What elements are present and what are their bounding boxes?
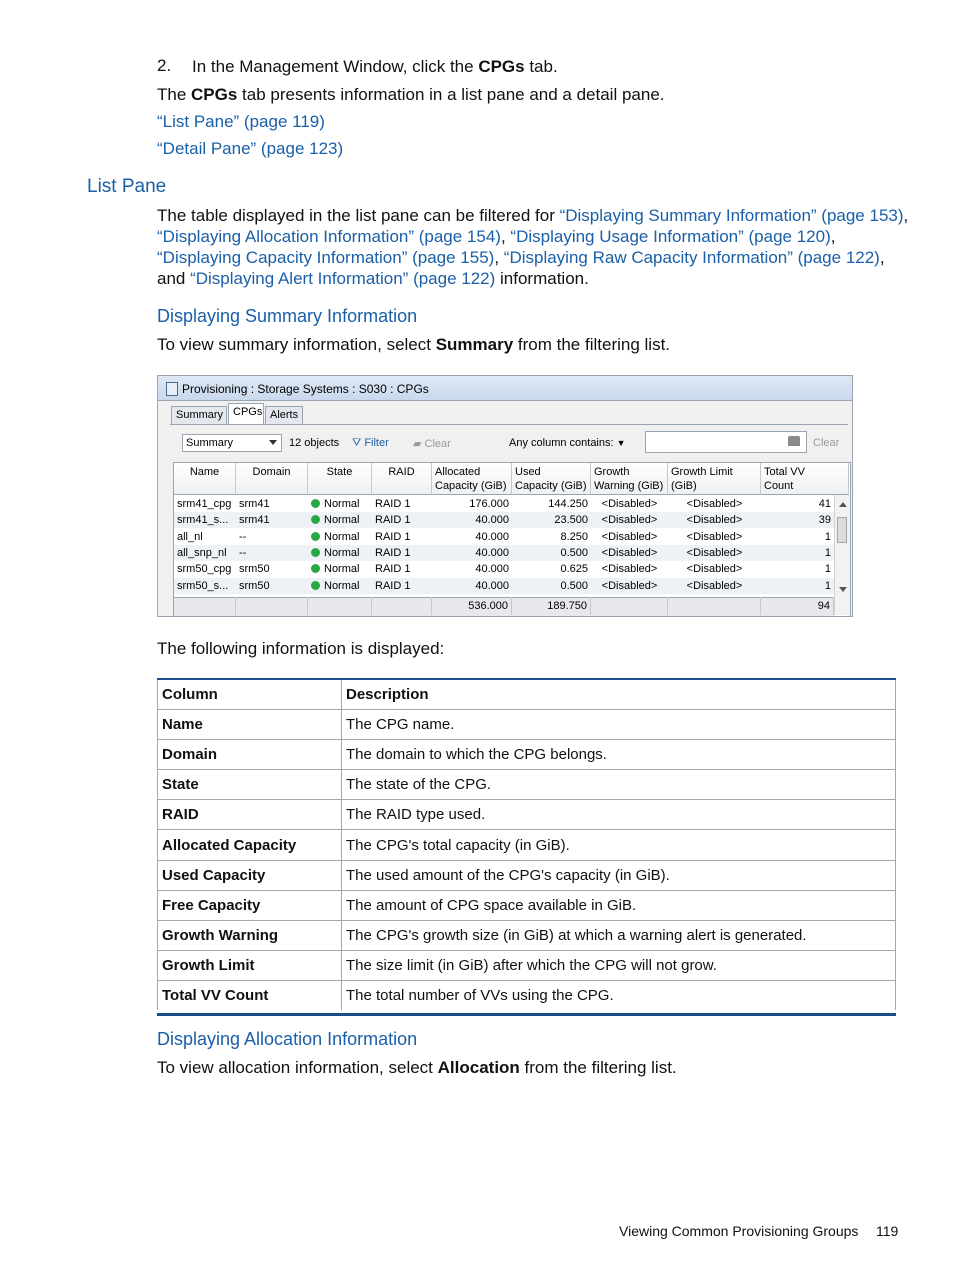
table-cell[interactable] <box>372 561 432 577</box>
cell-value: Normal <box>324 530 360 543</box>
table-cell[interactable] <box>372 578 432 594</box>
column-header-label: Used <box>515 466 541 478</box>
cell-value: <Disabled> <box>686 579 743 592</box>
chevron-down-icon <box>269 440 277 445</box>
column-name-cell: Used Capacity <box>162 866 266 884</box>
table-cell[interactable] <box>236 529 308 545</box>
table-cell[interactable] <box>372 545 432 561</box>
description-cell: The size limit (in GiB) after which the CPG will not grow. <box>346 956 717 974</box>
cell-value: 1 <box>824 563 831 576</box>
table-cell[interactable] <box>761 529 834 545</box>
step-text: In the Management Window, click the CPGs tab. <box>192 57 558 76</box>
page-number: 119 <box>876 1223 899 1239</box>
allocation-paragraph: To view allocation information, select Allocation from the filtering list. <box>157 1058 677 1077</box>
cell-value: srm50_cpg <box>177 563 232 576</box>
table-cell[interactable] <box>668 578 761 594</box>
clear-search-button[interactable]: Clear <box>813 437 840 449</box>
cell-value: Normal <box>324 514 360 527</box>
table-cell[interactable] <box>761 561 834 577</box>
column-header-4[interactable] <box>432 463 512 495</box>
table-cell[interactable] <box>432 578 512 594</box>
cell-value: 40.000 <box>475 579 509 592</box>
column-header-label: Growth Limit <box>671 466 733 478</box>
link-detail-pane[interactable]: “Detail Pane” (page 123) <box>157 139 344 158</box>
table-cell[interactable] <box>761 512 834 528</box>
table-cell[interactable] <box>432 496 512 512</box>
tab-alerts[interactable]: Alerts <box>265 406 303 424</box>
link-raw-capacity-info[interactable]: “Displaying Raw Capacity Information” (page 122) <box>503 248 880 267</box>
vertical-scrollbar[interactable] <box>834 495 850 615</box>
total-cell <box>591 597 668 615</box>
total-cell <box>236 597 308 615</box>
table-cell[interactable] <box>512 512 591 528</box>
link-alert-info[interactable]: “Displaying Alert Information” (page 122) <box>190 269 496 288</box>
table-cell[interactable] <box>372 512 432 528</box>
table-cell[interactable] <box>174 529 236 545</box>
table-cell[interactable] <box>668 496 761 512</box>
any-column-label: Any column contains: ▼ <box>509 437 626 449</box>
cell-value: 40.000 <box>475 530 509 543</box>
cell-value: Normal <box>324 579 360 592</box>
cell-value: 176.000 <box>469 498 509 510</box>
step-number: 2. <box>157 56 172 75</box>
total-cell <box>668 597 761 615</box>
window-title: Provisioning : Storage Systems : S030 : CPGs <box>182 382 429 396</box>
column-header-5[interactable] <box>512 463 591 495</box>
table-cell[interactable] <box>174 496 236 512</box>
table-cell[interactable] <box>432 529 512 545</box>
cell-value: srm50 <box>239 579 270 592</box>
cell-value: 39 <box>818 514 831 527</box>
total-cell <box>174 597 236 615</box>
column-description-table <box>157 678 896 1016</box>
table-row <box>157 770 896 800</box>
cell-value: 1 <box>824 546 831 559</box>
table-row <box>157 740 896 770</box>
column-header-2[interactable] <box>308 463 372 495</box>
description-cell: The CPG's growth size (in GiB) at which a warning alert is generated. <box>346 926 807 944</box>
cell-value: srm41_cpg <box>177 498 232 510</box>
filter-paragraph-line1: The table displayed in the list pane can be filtered for “Displaying Summary Information” (page 153), <box>157 206 909 225</box>
column-header-7[interactable] <box>668 463 761 495</box>
search-input[interactable] <box>645 431 807 453</box>
scroll-thumb[interactable] <box>837 517 847 543</box>
table-cell[interactable] <box>174 545 236 561</box>
cell-value: RAID 1 <box>375 514 411 527</box>
column-name-cell: Name <box>162 716 203 734</box>
cell-value: srm41 <box>239 514 270 527</box>
table-cell[interactable] <box>512 545 591 561</box>
table-cell[interactable] <box>236 496 308 512</box>
cell-value: 0.500 <box>560 546 588 559</box>
cell-value: <Disabled> <box>601 498 658 510</box>
cell-value: -- <box>239 530 247 543</box>
link-capacity-info[interactable]: “Displaying Capacity Information” (page 155) <box>157 248 495 267</box>
status-normal-icon <box>311 581 320 590</box>
filter-icon: ⛛ <box>352 437 362 449</box>
description-cell: The CPG's total capacity (in GiB). <box>346 836 570 854</box>
objects-count: 12 objects <box>289 437 340 449</box>
cell-value: all_nl <box>177 530 203 543</box>
cell-value: 0.500 <box>560 579 588 592</box>
column-header-label: Domain <box>252 466 291 478</box>
cell-value: RAID 1 <box>375 530 411 543</box>
cell-value: 144.250 <box>548 498 588 510</box>
filter-paragraph-line3: “Displaying Capacity Information” (page 155), “Displaying Raw Capacity Information” (page 122), <box>157 248 885 267</box>
table-cell[interactable] <box>174 512 236 528</box>
cell-value: 40.000 <box>475 546 509 559</box>
table-row <box>157 951 896 981</box>
intro-paragraph: The CPGs tab presents information in a list pane and a detail pane. <box>157 85 665 104</box>
table-row <box>157 921 896 951</box>
tab-summary[interactable]: Summary <box>171 406 227 424</box>
table-cell[interactable] <box>432 545 512 561</box>
total-cell: 189.750 <box>512 597 591 615</box>
description-cell: The domain to which the CPG belongs. <box>346 746 607 764</box>
table-cell[interactable] <box>308 578 372 594</box>
link-allocation-info[interactable]: “Displaying Allocation Information” (page 154) <box>157 227 501 246</box>
table-cell[interactable] <box>591 512 668 528</box>
scroll-up-icon[interactable] <box>839 502 847 507</box>
filter-paragraph-line2: “Displaying Allocation Information” (page 154), “Displaying Usage Information” (page 120), <box>157 227 836 246</box>
description-cell: Description <box>346 686 429 703</box>
table-row <box>157 710 896 740</box>
column-header-8[interactable] <box>761 463 849 495</box>
cell-value: <Disabled> <box>686 563 743 576</box>
cell-value: <Disabled> <box>601 530 658 543</box>
table-cell[interactable] <box>668 512 761 528</box>
table-row <box>157 831 896 861</box>
total-cell: 94 <box>761 597 834 615</box>
column-header-0[interactable] <box>174 463 236 495</box>
link-summary-info[interactable]: “Displaying Summary Information” (page 153) <box>559 206 904 225</box>
scroll-down-icon[interactable] <box>839 587 847 592</box>
dropdown-arrow-icon[interactable]: ▼ <box>616 438 626 448</box>
subheading-allocation: Displaying Allocation Information <box>157 1029 418 1049</box>
table-row <box>157 981 896 1011</box>
cell-value: 41 <box>818 498 831 510</box>
total-cell <box>308 597 372 615</box>
cell-value: 0.625 <box>560 563 588 576</box>
following-text: The following information is displayed: <box>157 639 445 658</box>
table-cell[interactable] <box>668 545 761 561</box>
cell-value: -- <box>239 546 247 559</box>
cell-value: <Disabled> <box>686 530 743 543</box>
cell-value: srm41_s... <box>177 514 229 527</box>
cell-value: 40.000 <box>475 563 509 576</box>
column-header-label: Growth <box>594 466 630 478</box>
table-cell[interactable] <box>512 561 591 577</box>
table-cell[interactable] <box>236 512 308 528</box>
table-cell[interactable] <box>174 561 236 577</box>
table-cell[interactable] <box>668 561 761 577</box>
column-name-cell: RAID <box>162 806 199 824</box>
status-normal-icon <box>311 499 320 508</box>
cell-value: srm41 <box>239 498 270 510</box>
cell-value: 1 <box>824 579 831 592</box>
column-header-label: Name <box>189 466 220 478</box>
column-name-cell: Total VV Count <box>162 987 269 1004</box>
table-cell[interactable] <box>236 545 308 561</box>
table-row <box>157 800 896 830</box>
link-list-pane[interactable]: “List Pane” (page 119) <box>157 112 325 131</box>
cell-value: Normal <box>324 563 360 576</box>
cell-value: srm50 <box>239 563 270 576</box>
table-cell[interactable] <box>512 529 591 545</box>
column-header-sublabel: Count <box>764 480 794 492</box>
cell-value: <Disabled> <box>686 498 743 510</box>
cell-value: all_snp_nl <box>177 546 227 559</box>
column-header-6[interactable] <box>591 463 668 495</box>
filter-button[interactable]: ⛛ Filter <box>352 437 389 449</box>
table-cell[interactable] <box>372 529 432 545</box>
cpgs-screenshot <box>157 375 853 617</box>
cell-value: <Disabled> <box>686 546 743 559</box>
column-header-label: RAID <box>388 466 415 478</box>
cpg-table <box>173 462 851 617</box>
storage-icon <box>166 382 178 396</box>
table-cell[interactable] <box>591 561 668 577</box>
cell-value: RAID 1 <box>375 498 411 510</box>
table-cell[interactable] <box>591 496 668 512</box>
column-name-cell: Free Capacity <box>162 896 261 914</box>
status-normal-icon <box>311 548 320 557</box>
column-header-sublabel: (GiB) <box>671 480 697 492</box>
table-cell[interactable] <box>308 496 372 512</box>
description-cell: The used amount of the CPG's capacity (in GiB). <box>346 866 670 884</box>
window-titlebar <box>158 376 852 401</box>
table-cell[interactable] <box>308 545 372 561</box>
cell-value: RAID 1 <box>375 563 411 576</box>
cell-value: <Disabled> <box>601 546 658 559</box>
table-cell[interactable] <box>308 512 372 528</box>
footer-title: Viewing Common Provisioning Groups <box>619 1223 859 1239</box>
cell-value: <Disabled> <box>601 514 658 527</box>
table-cell[interactable] <box>591 578 668 594</box>
table-cell[interactable] <box>308 529 372 545</box>
cell-value: <Disabled> <box>601 563 658 576</box>
table-cell[interactable] <box>512 496 591 512</box>
column-name-cell: Allocated Capacity <box>162 836 297 854</box>
eraser-icon: ▰ <box>413 438 422 450</box>
cell-value: RAID 1 <box>375 579 411 592</box>
cell-value: 8.250 <box>560 530 588 543</box>
table-cell[interactable] <box>761 578 834 594</box>
table-cell[interactable] <box>236 578 308 594</box>
column-name-cell: Growth Warning <box>162 926 279 944</box>
total-cell: 536.000 <box>432 597 512 615</box>
cell-value: 1 <box>824 530 831 543</box>
subheading-summary: Displaying Summary Information <box>157 306 418 326</box>
description-cell: The total number of VVs using the CPG. <box>346 987 614 1004</box>
cell-value: srm50_s... <box>177 579 229 592</box>
total-cell <box>372 597 432 615</box>
cell-value: Normal <box>324 546 360 559</box>
column-name-cell: Growth Limit <box>162 956 255 974</box>
table-cell[interactable] <box>761 545 834 561</box>
link-usage-info[interactable]: “Displaying Usage Information” (page 120) <box>510 227 831 246</box>
column-header-label: Total VV <box>764 466 805 478</box>
description-cell: The amount of CPG space available in GiB. <box>346 896 637 914</box>
table-cell[interactable] <box>308 561 372 577</box>
cell-value: 40.000 <box>475 514 509 527</box>
table-cell[interactable] <box>761 496 834 512</box>
column-header-1[interactable] <box>236 463 308 495</box>
tab-divider <box>170 424 848 425</box>
table-cell[interactable] <box>174 578 236 594</box>
cell-value: RAID 1 <box>375 546 411 559</box>
status-normal-icon <box>311 532 320 541</box>
column-header-sublabel: Capacity (GiB) <box>435 480 507 492</box>
table-cell[interactable] <box>591 529 668 545</box>
table-header-row <box>157 680 896 710</box>
table-cell[interactable] <box>432 512 512 528</box>
description-cell: The RAID type used. <box>346 806 486 824</box>
filter-select[interactable]: Summary <box>182 434 282 452</box>
table-row <box>157 861 896 891</box>
column-header-sublabel: Warning (GiB) <box>594 480 664 492</box>
description-cell: The CPG name. <box>346 716 455 734</box>
column-header-sublabel: Capacity (GiB) <box>515 480 587 492</box>
table-cell[interactable] <box>432 561 512 577</box>
tab-cpgs[interactable]: CPGs <box>228 403 264 425</box>
status-normal-icon <box>311 564 320 573</box>
column-name-cell: Column <box>162 686 218 703</box>
description-cell: The state of the CPG. <box>346 776 492 794</box>
clear-filter-button[interactable]: ▰ Clear <box>413 438 451 450</box>
column-header-label: State <box>326 466 353 478</box>
status-normal-icon <box>311 515 320 524</box>
cell-value: <Disabled> <box>601 579 658 592</box>
table-cell[interactable] <box>236 561 308 577</box>
table-cell[interactable] <box>668 529 761 545</box>
table-cell[interactable] <box>591 545 668 561</box>
column-header-3[interactable] <box>372 463 432 495</box>
summary-paragraph: To view summary information, select Summary from the filtering list. <box>157 335 671 354</box>
filter-paragraph-line4: and “Displaying Alert Information” (page 122) information. <box>157 269 589 288</box>
table-cell[interactable] <box>372 496 432 512</box>
cell-value: <Disabled> <box>686 514 743 527</box>
clear-search-icon[interactable] <box>788 436 800 446</box>
cell-value: Normal <box>324 498 360 510</box>
column-name-cell: Domain <box>162 746 218 764</box>
section-heading-list-pane: List Pane <box>87 176 167 197</box>
table-row <box>157 891 896 921</box>
column-name-cell: State <box>162 776 199 794</box>
table-cell[interactable] <box>512 578 591 594</box>
column-header-label: Allocated <box>435 466 481 478</box>
cell-value: 23.500 <box>554 514 588 527</box>
